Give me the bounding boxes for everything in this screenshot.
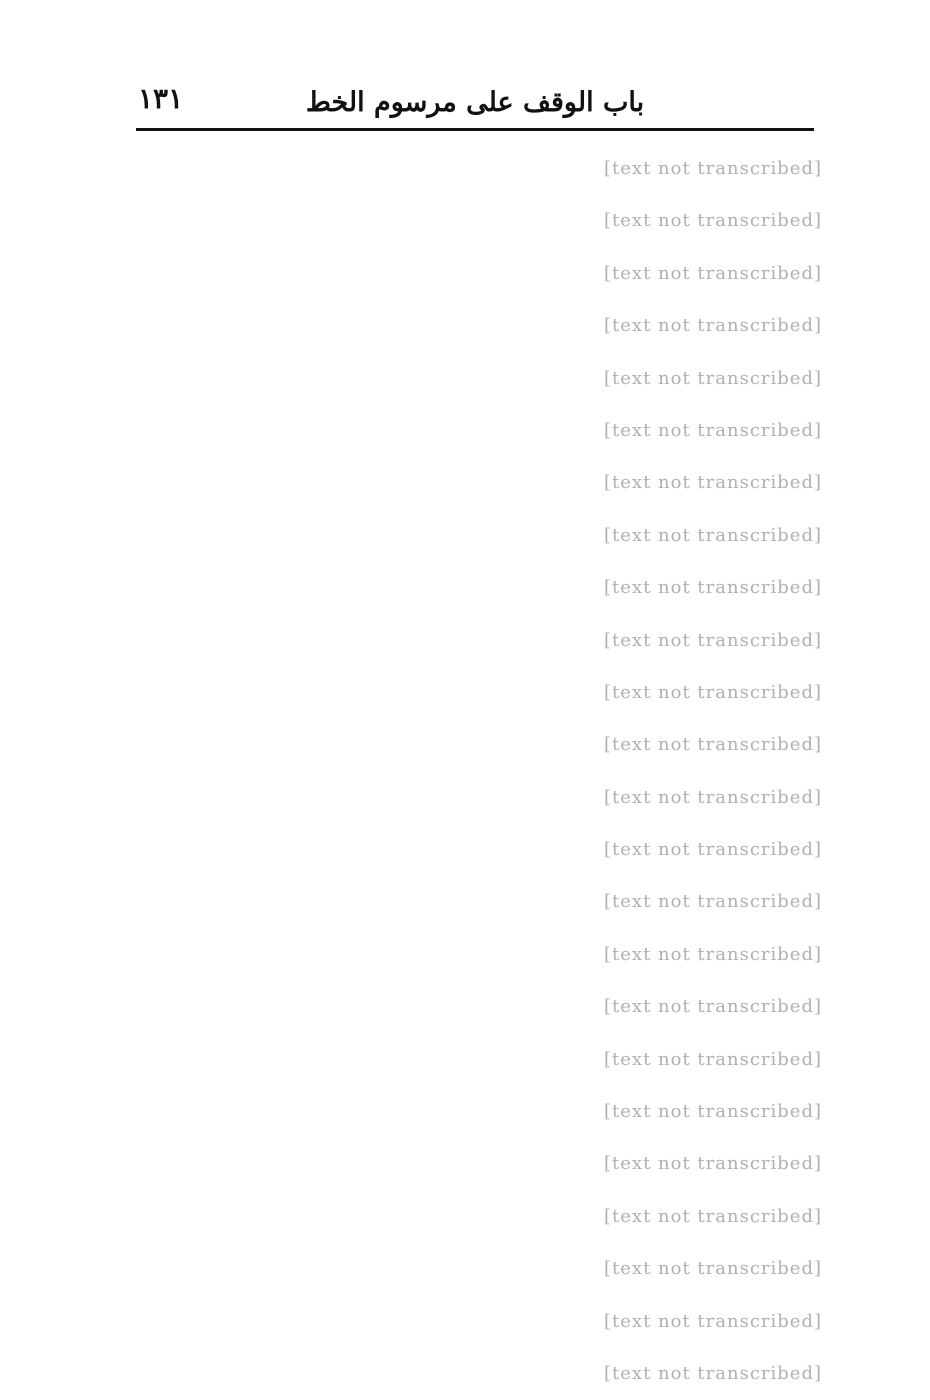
text-line: [text not transcribed] [604,1153,822,1175]
running-title: باب الوقف على مرسوم الخط [305,86,645,118]
text-line: [text not transcribed] [604,943,822,965]
text-line: [text not transcribed] [604,419,822,441]
text-line: [text not transcribed] [604,367,822,389]
text-line: [text not transcribed] [604,1048,822,1070]
text-line: [text not transcribed] [604,524,822,546]
text-line: [text not transcribed] [604,1101,822,1123]
text-line: [text not transcribed] [604,891,822,913]
text-line: [text not transcribed] [604,158,822,179]
text-line: [text not transcribed] [604,472,822,494]
header-rule [136,128,814,131]
text-line: [text not transcribed] [604,839,822,861]
text-line: [text not transcribed] [604,629,822,651]
text-line: [text not transcribed] [604,996,822,1018]
text-line: [text not transcribed] [604,315,822,337]
text-line: [text not transcribed] [604,1310,822,1332]
text-line: [text not transcribed] [604,681,822,703]
text-line: [text not transcribed] [604,1258,822,1280]
text-line: [text not transcribed] [604,786,822,808]
text-line: [text not transcribed] [604,262,822,284]
text-line: [text not transcribed] [604,734,822,756]
text-line: [text not transcribed] [604,1362,822,1384]
body-text [120,140,822,1384]
text-line: [text not transcribed] [604,577,822,599]
text-line: [text not transcribed] [604,210,822,232]
text-line: [text not transcribed] [604,1205,822,1227]
page-number: ١٣١ [138,82,184,115]
page-header [138,78,812,126]
